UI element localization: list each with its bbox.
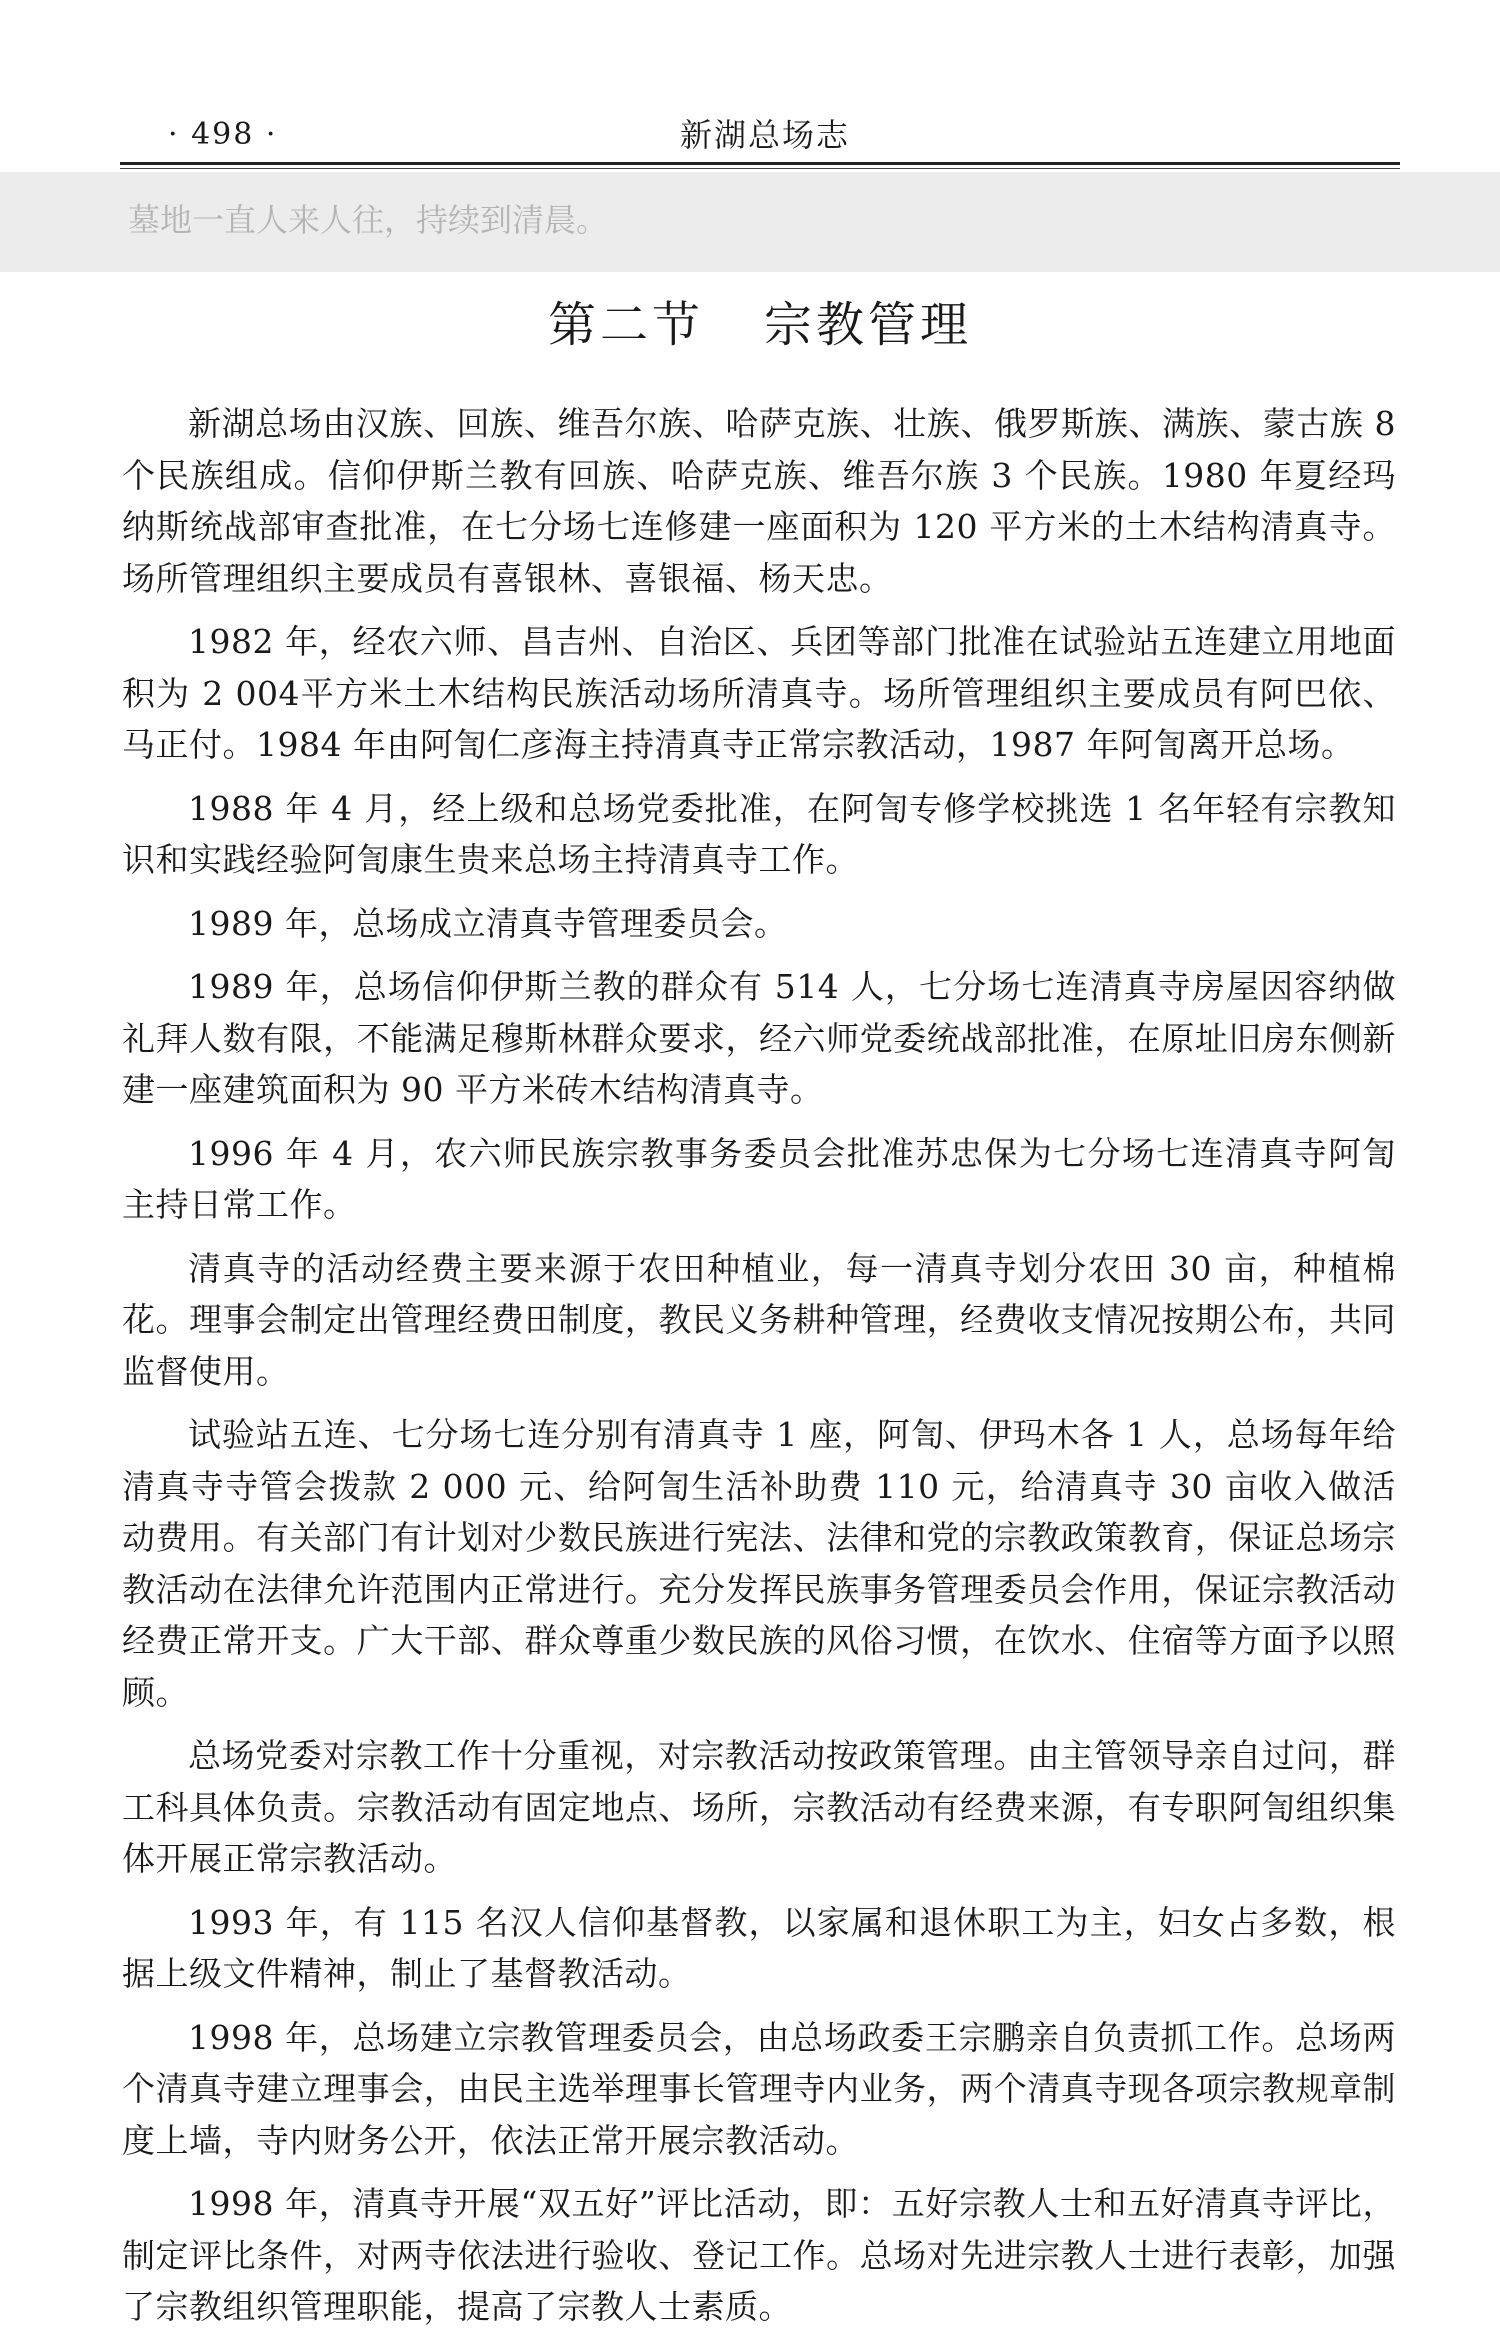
page-number: · 498 · — [168, 117, 278, 152]
running-title: 新湖总场志 — [680, 116, 851, 154]
paragraph: 新湖总场由汉族、回族、维吾尔族、哈萨克族、壮族、俄罗斯族、满族、蒙古族 8 个民族组成。信仰伊斯兰教有回族、哈萨克族、维吾尔族 3 个民族。1980 年夏经玛纳斯统战部审查批准，在七分场七连修建一座面积为 120 平方米的土木结构清真寺。场所管理组织主要成员有喜银林、喜银福、杨天忠。 — [122, 404, 1396, 598]
section-heading: 宗教管理 — [764, 297, 973, 353]
body-text — [122, 398, 1396, 2345]
paragraph: 清真寺的活动经费主要来源于农田种植业，每一清真寺划分农田 30 亩，种植棉花。理事会制定出管理经费田制度，教民义务耕种管理，经费收支情况按期公布，共同监督使用。 — [122, 1248, 1396, 1391]
paragraph: 1998 年，清真寺开展“双五好”评比活动，即：五好宗教人士和五好清真寺评比，制定评比条件，对两寺依法进行验收、登记工作。总场对先进宗教人士进行表彰，加强了宗教组织管理职能，提高了宗教人士素质。 — [122, 2184, 1396, 2326]
paragraph: 总场党委对宗教工作十分重视，对宗教活动按政策管理。由主管领导亲自过问，群工科具体负责。宗教活动有固定地点、场所，宗教活动有经费来源，有专职阿訇组织集体开展正常宗教活动。 — [122, 1736, 1396, 1878]
page-header — [120, 110, 1400, 160]
carryover-band — [0, 172, 1500, 272]
carryover-text: 墓地一直人来人往，持续到清晨。 — [128, 201, 609, 239]
header-rule-thin — [120, 168, 1400, 169]
paragraph: 1982 年，经农六师、昌吉州、自治区、兵团等部门批准在试验站五连建立用地面积为 2 004平方米土木结构民族活动场所清真寺。场所管理组织主要成员有阿巴依、马正付。1984 年由阿訇仁彦海主持清真寺正常宗教活动，1987 年阿訇离开总场。 — [122, 622, 1396, 764]
section-number: 第二节 — [547, 297, 704, 353]
section-title — [120, 290, 1400, 360]
paragraph: 1989 年，总场成立清真寺管理委员会。 — [188, 903, 788, 943]
paragraph: 1988 年 4 月，经上级和总场党委批准，在阿訇专修学校挑选 1 名年轻有宗教知识和实践经验阿訇康生贵来总场主持清真寺工作。 — [122, 788, 1396, 879]
header-rule — [120, 162, 1400, 165]
paragraph: 1989 年，总场信仰伊斯兰教的群众有 514 人，七分场七连清真寺房屋因容纳做礼拜人数有限，不能满足穆斯林群众要求，经六师党委统战部批准，在原址旧房东侧新建一座建筑面积为 90 平方米砖木结构清真寺。 — [122, 967, 1396, 1109]
paragraph: 1993 年，有 115 名汉人信仰基督教，以家属和退休职工为主，妇女占多数，根据上级文件精神，制止了基督教活动。 — [122, 1902, 1396, 1993]
paragraph: 试验站五连、七分场七连分别有清真寺 1 座，阿訇、伊玛木各 1 人，总场每年给清真寺寺管会拨款 2 000 元、给阿訇生活补助费 110 元，给清真寺 30 亩收入做活动费用。有关部门有计划对少数民族进行宪法、法律和党的宗教政策教育，保证总场宗教活动在法律允许范围内正常进行。充分发挥民族事务管理委员会作用，保证宗教活动经费正常开支。广大干部、群众尊重少数民族的风俗习惯，在饮水、住宿等方面予以照顾。 — [122, 1415, 1396, 1712]
paragraph: 1996 年 4 月，农六师民族宗教事务委员会批准苏忠保为七分场七连清真寺阿訇主持日常工作。 — [122, 1133, 1396, 1224]
paragraph: 1998 年，总场建立宗教管理委员会，由总场政委王宗鹏亲自负责抓工作。总场两个清真寺建立理事会，由民主选举理事长管理寺内业务，两个清真寺现各项宗教规章制度上墙，寺内财务公开，依法正常开展宗教活动。 — [122, 2017, 1396, 2160]
